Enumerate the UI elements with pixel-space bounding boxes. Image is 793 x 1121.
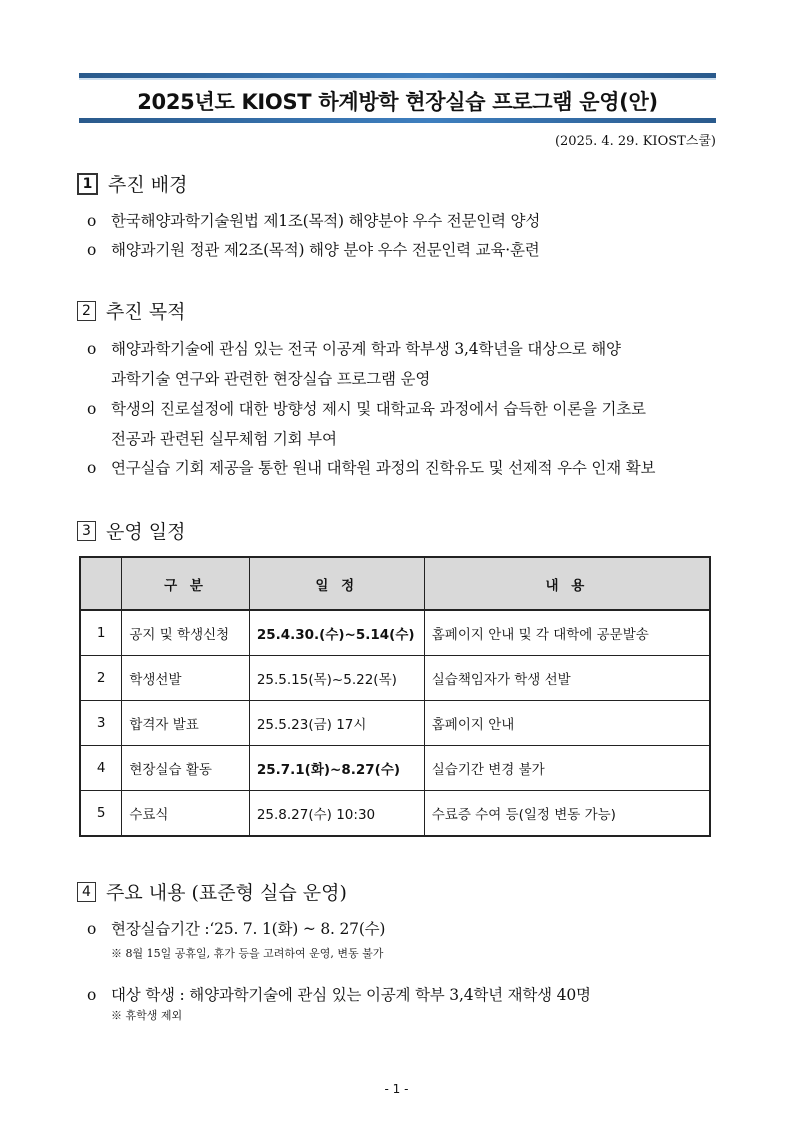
- bullet-continuation: 전공과 관련된 실무체험 기회 부여: [111, 430, 337, 448]
- row-content: 수료증 수여 등(일정 변동 가능): [424, 791, 710, 837]
- column-header: 구 분: [122, 557, 250, 610]
- column-header: [80, 557, 122, 610]
- list-item: [87, 209, 540, 231]
- row-number: 2: [80, 656, 122, 701]
- section-1-heading: [77, 170, 187, 197]
- bullet-text: 해양과기원 정관 제2조(목적) 해양 분야 우수 전문인력 교육·훈련: [111, 241, 540, 259]
- table-row: [80, 656, 710, 701]
- section-4-heading: [77, 878, 347, 905]
- row-number: 3: [80, 701, 122, 746]
- row-schedule: 25.8.27(수) 10:30: [249, 791, 424, 837]
- section-title: 추진 목적: [106, 301, 186, 323]
- bullet-marker: o: [87, 340, 97, 358]
- row-content: 홈페이지 안내: [424, 701, 710, 746]
- document-date: (2025. 4. 29. KIOST스쿨): [554, 134, 716, 149]
- row-schedule: 25.7.1(화)~8.27(수): [249, 746, 424, 791]
- bullet-marker: o: [87, 400, 97, 418]
- bullet-marker: o: [87, 241, 97, 259]
- list-item: [87, 456, 655, 478]
- row-category: 합격자 발표: [122, 701, 250, 746]
- row-schedule: 25.5.15(목)~5.22(목): [249, 656, 424, 701]
- list-item: [87, 238, 540, 260]
- row-content: 실습기간 변경 불가: [424, 746, 710, 791]
- section-number-box: 1: [77, 173, 98, 195]
- list-item: [87, 983, 591, 1005]
- column-header: 일 정: [249, 557, 424, 610]
- bullet-text: 학생의 진로설정에 대한 방향성 제시 및 대학교육 과정에서 습득한 이론을 기초로: [111, 400, 646, 418]
- title-top-rule-light: [79, 78, 716, 80]
- footnote: ※ 8월 15일 공휴일, 휴가 등을 고려하여 운영, 변동 불가: [111, 947, 384, 960]
- row-content: 실습책임자가 학생 선발: [424, 656, 710, 701]
- row-category: 공지 및 학생신청: [122, 610, 250, 656]
- bullet-text: 대상 학생 : 해양과학기술에 관심 있는 이공계 학부 3,4학년 재학생 40명: [111, 986, 591, 1004]
- row-number: 5: [80, 791, 122, 837]
- table-row: [80, 791, 710, 837]
- bullet-text: 한국해양과학기술원법 제1조(목적) 해양분야 우수 전문인력 양성: [111, 212, 541, 230]
- page-number: - 1 -: [384, 1082, 409, 1096]
- row-number: 4: [80, 746, 122, 791]
- footnote: ※ 휴학생 제외: [111, 1009, 183, 1022]
- column-header: 내 용: [424, 557, 710, 610]
- row-category: 학생선발: [122, 656, 250, 701]
- section-number-box: 2: [77, 301, 96, 321]
- table-row: [80, 610, 710, 656]
- bullet-text: 연구실습 기회 제공을 통한 원내 대학원 과정의 진학유도 및 선제적 우수 인재 확보: [111, 459, 656, 477]
- table-row: [80, 701, 710, 746]
- bullet-text: 현장실습기간 :‘25. 7. 1(화) ~ 8. 27(수): [111, 920, 386, 938]
- section-title: 주요 내용 (표준형 실습 운영): [106, 882, 347, 904]
- row-category: 현장실습 활동: [122, 746, 250, 791]
- table-header-row: [80, 557, 710, 610]
- section-2-heading: [77, 297, 185, 324]
- table-row: [80, 746, 710, 791]
- section-number-box: 4: [77, 882, 96, 902]
- section-title: 추진 배경: [108, 174, 188, 196]
- bullet-continuation: 과학기술 연구와 관련한 현장실습 프로그램 운영: [111, 370, 431, 388]
- title-bottom-rule: [79, 118, 716, 123]
- row-content: 홈페이지 안내 및 각 대학에 공문발송: [424, 610, 710, 656]
- list-item: [87, 397, 646, 419]
- section-title: 운영 일정: [106, 521, 186, 543]
- document-title: 2025년도 KIOST 하계방학 현장실습 프로그램 운영(안): [137, 90, 658, 114]
- section-3-heading: [77, 517, 185, 544]
- bullet-marker: o: [87, 986, 97, 1004]
- bullet-marker: o: [87, 212, 97, 230]
- schedule-table: [79, 556, 711, 837]
- bullet-text: 해양과학기술에 관심 있는 전국 이공계 학과 학부생 3,4학년을 대상으로 해양: [111, 340, 621, 358]
- list-item: [87, 917, 385, 939]
- row-number: 1: [80, 610, 122, 656]
- list-item: [87, 337, 621, 359]
- bullet-marker: o: [87, 459, 97, 477]
- row-schedule: 25.4.30.(수)~5.14(수): [249, 610, 424, 656]
- section-number-box: 3: [77, 521, 96, 541]
- row-category: 수료식: [122, 791, 250, 837]
- row-schedule: 25.5.23(금) 17시: [249, 701, 424, 746]
- bullet-marker: o: [87, 920, 97, 938]
